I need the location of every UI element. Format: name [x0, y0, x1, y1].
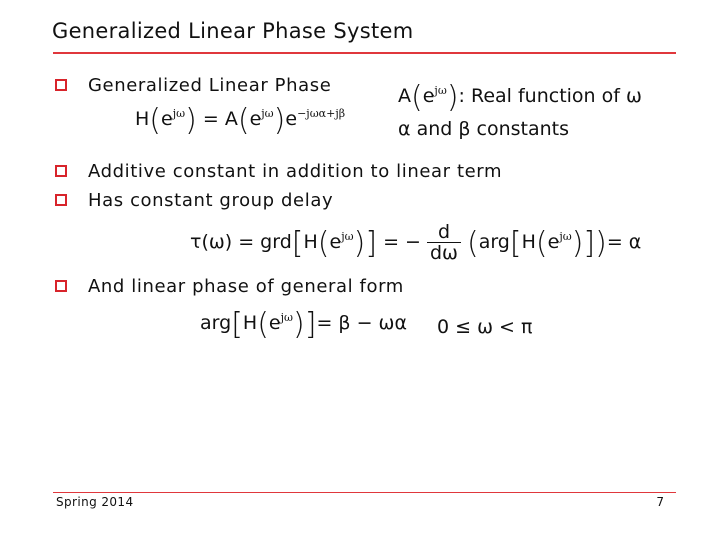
bullet-item [55, 159, 502, 183]
bullet-text: Additive constant in addition to linear term [88, 160, 503, 182]
eq-symbol: H [135, 108, 150, 130]
eq-exponent: jω [434, 84, 447, 97]
bullet-text: And linear phase of general form [88, 275, 404, 297]
eq-symbol: e [329, 231, 342, 253]
title-underline [53, 52, 676, 54]
page-number: 7 [656, 495, 664, 509]
square-bullet-icon [55, 280, 67, 292]
eq-symbol: e [161, 108, 173, 130]
eq-exponent: jω [559, 230, 572, 243]
eq-symbol: e [422, 85, 435, 107]
square-bullet-icon [55, 194, 67, 206]
footer-divider [53, 492, 676, 493]
bullet-item [55, 274, 404, 298]
bullet-item [55, 73, 331, 97]
eq-symbol: = A [202, 108, 238, 130]
group-delay-equation: $\tau(\omega) = grd[H(e^{j\omega})]$ = − $\frac{d}{d\omega}$ $(arg[H(e^{j\omega})])= \alpha$ [190, 221, 642, 264]
eq-text: = α [606, 231, 642, 253]
eq-symbol: e [249, 108, 262, 130]
constants-definition: α and β constants [398, 118, 570, 140]
bullet-text: Generalized Linear Phase [88, 74, 332, 96]
eq-exponent: jω [280, 311, 294, 324]
eq-exponent: jω [172, 107, 186, 120]
slide-title: Generalized Linear Phase System [52, 19, 414, 43]
amplitude-definition: $A(e^{j\omega})$: Real function of ω [398, 80, 642, 115]
phase-equation: $arg[H(e^{j\omega})]= \beta - \omega\alpha$ [200, 307, 407, 342]
footer-date: Spring 2014 [56, 495, 134, 509]
eq-symbol: A [398, 85, 411, 107]
eq-exponent: jω [261, 107, 274, 120]
square-bullet-icon [55, 165, 67, 177]
eq-text: = β − ωα [316, 312, 407, 334]
frequency-range: 0 ≤ ω < π [437, 316, 533, 338]
eq-text: : Real function of ω [458, 85, 642, 107]
eq-symbol: = − [383, 231, 421, 253]
bullet-text: Has constant group delay [88, 189, 334, 211]
transfer-function-equation: $H(e^{j\omega}) = A(e^{j\omega})e^{-j\omega\alpha+j\beta}$ [135, 103, 346, 138]
eq-exponent: jω [341, 230, 354, 243]
eq-symbol: e [268, 312, 281, 334]
eq-symbol: H [242, 312, 258, 334]
square-bullet-icon [55, 79, 67, 91]
eq-symbol: e [547, 231, 560, 253]
eq-exponent: −jωα+jβ [297, 107, 346, 120]
eq-symbol: H [521, 231, 536, 253]
eq-symbol: e [285, 108, 298, 130]
eq-text: arg [200, 312, 232, 334]
eq-symbol: H [303, 231, 318, 253]
derivative-fraction: $\frac{d}{d\omega}$ [427, 222, 461, 263]
eq-text: arg [478, 231, 510, 253]
eq-text: τ(ω) = grd [190, 231, 292, 253]
bullet-item [55, 188, 333, 212]
